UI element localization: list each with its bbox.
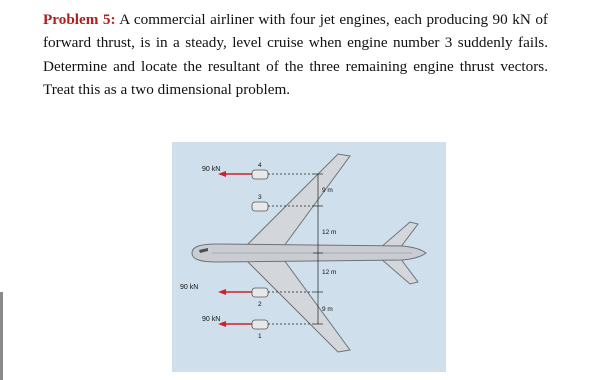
problem-label: Problem 5: <box>43 11 116 28</box>
engine-number-4: 4 <box>258 162 262 169</box>
lower-stabilizer <box>380 258 418 284</box>
engine-2 <box>252 288 268 297</box>
thrust-label-1: 90 kN <box>202 316 221 323</box>
dimension-lower-mid: 12 m <box>322 269 337 276</box>
thrust-arrow-2 <box>218 289 252 295</box>
engine-number-2: 2 <box>258 301 262 308</box>
engine-3 <box>252 202 268 211</box>
left-edge-bar <box>0 292 3 380</box>
engine-4 <box>252 170 268 179</box>
thrust-label-2: 90 kN <box>180 284 199 291</box>
dimension-bottom: 9 m <box>322 306 333 313</box>
problem-statement <box>43 8 548 102</box>
airliner-figure <box>172 142 446 372</box>
thrust-arrow-4 <box>218 171 252 177</box>
thrust-arrow-1 <box>218 321 252 327</box>
engine-number-3: 3 <box>258 194 262 201</box>
upper-stabilizer <box>380 222 418 248</box>
problem-body: A commercial airliner with four jet engines, each producing 90 kN of forward thrust, is in a steady, level cruise when engine number 3 suddenly fails. Determine and locate the resultant of the three remaining engine thrust vectors. Treat this as a two dimensional problem. <box>43 11 548 99</box>
engine-number-1: 1 <box>258 333 262 340</box>
engine-1 <box>252 320 268 329</box>
airliner-diagram <box>172 142 446 372</box>
thrust-label-4: 90 kN <box>202 166 221 173</box>
dimension-upper-mid: 12 m <box>322 229 337 236</box>
dimension-top: 9 m <box>322 187 333 194</box>
